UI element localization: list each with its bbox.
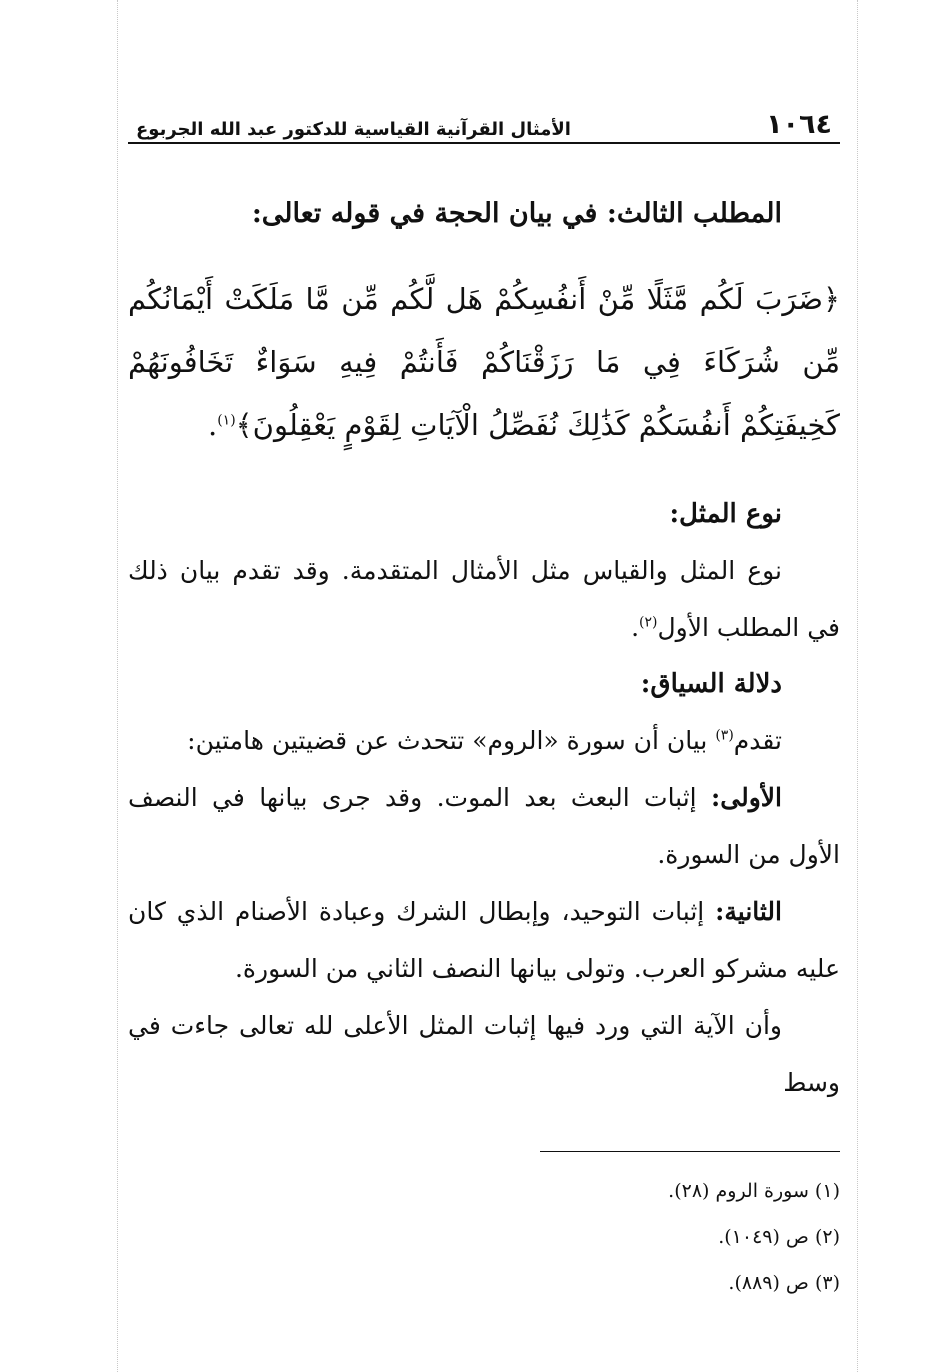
type-text: نوع المثل والقياس مثل الأمثال المتقدمة. وقد تقدم بيان ذلك في المطلب الأول xyxy=(128,556,840,642)
type-paragraph xyxy=(128,542,840,656)
footnote: (٣) ص (٨٨٩). xyxy=(728,1272,840,1294)
second-point xyxy=(128,883,840,997)
last-paragraph: وأن الآية التي ورد فيها إثبات المثل الأعلى لله تعالى جاءت في وسط xyxy=(128,1011,840,1097)
footnotes xyxy=(128,1168,840,1306)
running-title: الأمثال القرآنية القياسية للدكتور عبد الله الجربوع xyxy=(136,119,571,140)
type-heading: نوع المثل: xyxy=(669,499,782,529)
type-tail: . xyxy=(631,613,640,642)
quran-verse xyxy=(128,268,840,457)
quran-tail: . xyxy=(207,408,218,442)
page-header xyxy=(128,104,840,144)
first-point-lead: الأولى: xyxy=(711,783,782,812)
footnote-divider xyxy=(540,1151,840,1152)
second-point-lead: الثانية: xyxy=(715,897,782,926)
footnote: (٢) ص (١٠٤٩). xyxy=(718,1226,840,1248)
second-point-text: إثبات التوحيد، وإبطال الشرك وعبادة الأصنام الذي كان عليه مشركو العرب. وتولى بيانها النصف الثاني من السورة. xyxy=(128,897,840,983)
first-point-text: إثبات البعث بعد الموت. وقد جرى بيانها في النصف الأول من السورة. xyxy=(128,783,840,869)
scan-guide-line xyxy=(117,0,118,1372)
footnote-ref: (٣) xyxy=(715,727,734,744)
book-page xyxy=(128,104,840,1304)
context-intro-word: تقدم xyxy=(733,726,782,755)
context-intro xyxy=(128,712,840,769)
first-point xyxy=(128,769,840,883)
footnote-ref: (٢) xyxy=(639,614,658,631)
scan-guide-line xyxy=(857,0,858,1372)
context-intro-rest: بيان أن سورة «الروم» تتحدث عن قضيتين هامتين: xyxy=(187,726,716,755)
footnote-ref: (١) xyxy=(217,412,236,429)
page-number: ١٠٦٤ xyxy=(766,109,832,140)
context-heading: دلالة السياق: xyxy=(640,669,782,699)
quran-verse-text: ﴿ضَرَبَ لَكُم مَّثَلًا مِّنْ أَنفُسِكُمْ هَل لَّكُم مِّن مَّا مَلَكَتْ أَيْمَانُكُم مِّن شُرَكَاءَ فِي مَا رَزَقْنَاكُمْ فَأَنتُمْ فِيهِ سَوَاءٌ تَخَافُونَهُمْ كَخِيفَتِكُمْ أَنفُسَكُمْ كَذَٰلِكَ نُفَصِّلُ الْآيَاتِ لِقَوْمٍ يَعْقِلُونَ﴾ xyxy=(128,282,840,442)
footnote: (١) سورة الروم (٢٨). xyxy=(668,1180,840,1202)
section-heading: المطلب الثالث: في بيان الحجة في قوله تعالى: xyxy=(251,198,782,229)
